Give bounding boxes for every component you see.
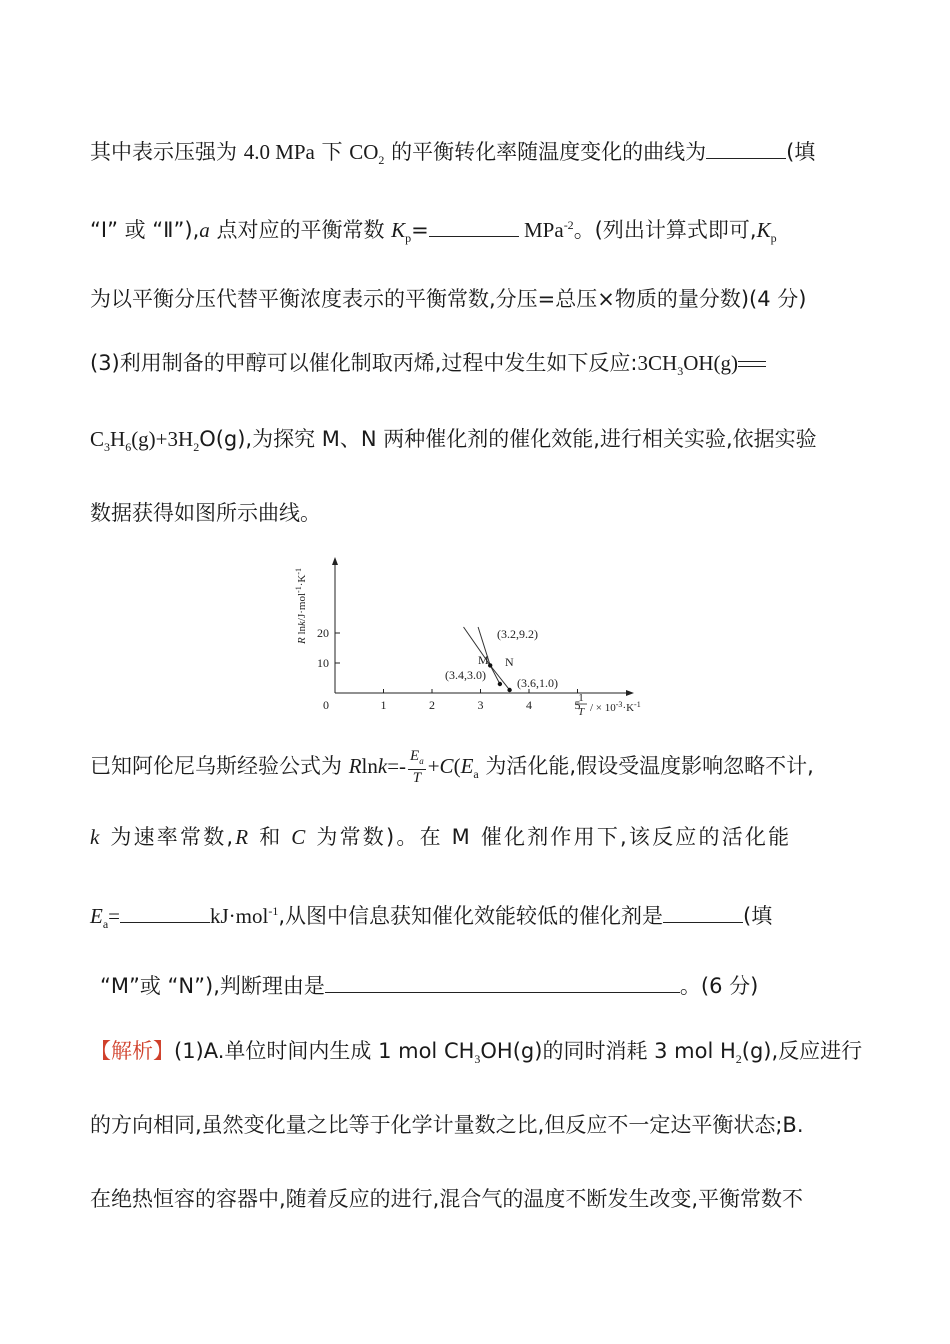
y-label-part: R — [296, 637, 308, 645]
text: 的平衡转化率随温度变化的曲线为 — [384, 140, 707, 164]
svg-text:R lnk/J·mol-1·K-1 — [294, 568, 309, 645]
point-label: (3.6,1.0) — [517, 676, 558, 690]
x-label-part: 1 — [578, 692, 584, 704]
numerator: E — [410, 748, 420, 764]
subscript: 3 — [104, 440, 111, 455]
y-ticks — [317, 626, 340, 670]
y-tick-label: 20 — [317, 626, 329, 640]
subscript: a — [419, 756, 424, 766]
text: (填 — [786, 140, 816, 164]
text: 。(列出计算式即可, — [573, 218, 757, 242]
point-label: (3.4,3.0) — [445, 668, 486, 682]
text: 。(6 分) — [679, 974, 759, 998]
answer-blank[interactable] — [325, 970, 680, 993]
x-tick-label: 0 — [323, 698, 329, 712]
y-label-part: k — [296, 621, 308, 626]
text: = — [108, 904, 120, 928]
series-label-M: M — [478, 653, 489, 667]
variable: K — [391, 218, 406, 242]
text: ,从图中信息获知催化效能较低的催化剂是 — [278, 904, 664, 928]
superscript: -1 — [268, 904, 279, 918]
variable: R — [348, 754, 362, 778]
y-label-part: /J·mol — [296, 592, 308, 622]
text: 下 — [314, 140, 350, 164]
text-line-1 — [90, 136, 860, 175]
x-axis-arrow-icon — [626, 690, 634, 696]
unit: kJ·mol — [210, 904, 269, 928]
subscript: 2 — [735, 1052, 742, 1067]
text-line-7 — [90, 748, 860, 789]
text-line-4 — [90, 348, 860, 386]
x-tick-label: 1 — [380, 698, 387, 712]
text: O(g),为探究 M、N 两种催化剂的催化效能,进行相关实验,依据实验 — [199, 427, 817, 451]
text-line-6: 数据获得如图所示曲线。 — [90, 501, 321, 525]
fraction — [408, 748, 426, 786]
subscript: p — [770, 231, 777, 246]
subscript: a — [102, 917, 109, 932]
x-axis-label — [575, 692, 641, 718]
text: 点对应的平衡常数 — [209, 218, 392, 242]
y-axis-arrow-icon — [332, 557, 338, 565]
variable: R — [235, 825, 251, 849]
x-label-part: T — [577, 706, 585, 718]
text-line-5 — [90, 424, 860, 462]
answer-blank[interactable] — [429, 214, 519, 237]
text: 和 — [250, 825, 292, 849]
text: 为活化能,假设受温度影响忽略不计, — [478, 754, 814, 778]
text: ( — [453, 754, 461, 778]
variable: k — [90, 825, 102, 849]
text-line-2 — [90, 210, 860, 253]
arrhenius-chart — [285, 548, 665, 728]
y-label-part: -1 — [293, 586, 303, 593]
subscript: 6 — [125, 440, 132, 455]
y-label-part: ·K — [296, 574, 308, 587]
text-line-12: 的方向相同,虽然变化量之比等于化学计量数之比,但反应不一定达平衡状态;B. — [90, 1113, 804, 1137]
analysis-tag: 【解析】 — [90, 1039, 174, 1063]
text-line-11 — [90, 1036, 863, 1074]
answer-blank[interactable] — [706, 136, 786, 159]
text-line-9 — [90, 896, 860, 939]
text: + — [427, 754, 440, 778]
text: 其中表示压强为 — [90, 140, 244, 164]
variable: E — [90, 904, 103, 928]
series-label-N: N — [505, 655, 514, 669]
formula: CO — [349, 140, 379, 164]
text: OH(g)的同时消耗 3 mol H — [480, 1039, 736, 1063]
x-label-part: -1 — [634, 699, 641, 709]
equilibrium-arrow-icon — [738, 357, 766, 371]
point-label: (3.2,9.2) — [497, 627, 538, 641]
text: ln — [361, 754, 378, 778]
text: (填 — [743, 904, 773, 928]
svg-text:/ × 10-3·K-1 — [590, 700, 641, 715]
x-tick-label: 2 — [429, 698, 435, 712]
text-line-3: 为以平衡分压代替平衡浓度表示的平衡常数,分压=总压×物质的量分数)(4 分) — [90, 287, 807, 311]
subscript: 3 — [677, 364, 684, 379]
variable: C — [291, 825, 308, 849]
text: (3)利用制备的甲醇可以催化制取丙烯,过程中发生如下反应: — [90, 351, 638, 375]
text: (g),反应进行 — [741, 1039, 863, 1063]
subscript: a — [473, 767, 479, 782]
text-line-8 — [90, 822, 860, 852]
y-tick-label: 10 — [317, 656, 329, 670]
subscript: 2 — [378, 153, 385, 168]
x-label-part: -3 — [615, 699, 623, 709]
text: “M”或 “N”),判断理由是 — [100, 974, 325, 998]
formula: H — [110, 427, 126, 451]
variable: a — [199, 218, 210, 242]
x-label-part: ·K — [622, 702, 635, 714]
x-tick-label: 3 — [477, 698, 484, 712]
data-point — [507, 688, 511, 692]
subscript: 2 — [193, 440, 200, 455]
formula: 3CH — [637, 351, 678, 375]
variable: C — [439, 754, 454, 778]
subscript: 3 — [474, 1052, 481, 1067]
answer-blank[interactable] — [663, 900, 743, 923]
y-label-part: ln — [296, 625, 308, 638]
denominator: T — [412, 770, 422, 786]
text-line-13: 在绝热恒容的容器中,随着反应的进行,混合气的温度不断发生改变,平衡常数不 — [90, 1187, 804, 1211]
text: = — [411, 218, 429, 242]
text: 已知阿伦尼乌斯经验公式为 — [90, 754, 349, 778]
variable: E — [460, 754, 474, 778]
unit: MPa — [518, 218, 564, 242]
subscript: p — [405, 231, 412, 246]
formula: (g)+3H — [131, 427, 194, 451]
text: =- — [387, 754, 407, 778]
text: 为常数)。在 M 催化剂作用下,该反应的活化能 — [307, 825, 792, 849]
text-line-10 — [100, 970, 860, 1001]
superscript: -2 — [563, 218, 574, 232]
y-label-part: -1 — [293, 567, 303, 575]
x-ticks — [323, 689, 581, 712]
text: 4.0 MPa — [243, 140, 315, 164]
text: “Ⅰ” 或 “Ⅱ”), — [90, 218, 200, 242]
variable: K — [756, 218, 771, 242]
formula: C — [90, 427, 105, 451]
data-point — [498, 682, 502, 686]
variable: k — [377, 754, 388, 778]
y-axis-label — [294, 568, 309, 645]
formula: OH(g) — [683, 351, 739, 375]
text: 为速率常数, — [101, 825, 236, 849]
text: (1)A.单位时间内生成 1 mol CH — [174, 1039, 475, 1063]
x-tick-label: 5 — [574, 698, 581, 712]
answer-blank[interactable] — [120, 900, 210, 923]
x-label-part: / × 10 — [590, 702, 616, 714]
x-tick-label: 4 — [526, 698, 532, 712]
